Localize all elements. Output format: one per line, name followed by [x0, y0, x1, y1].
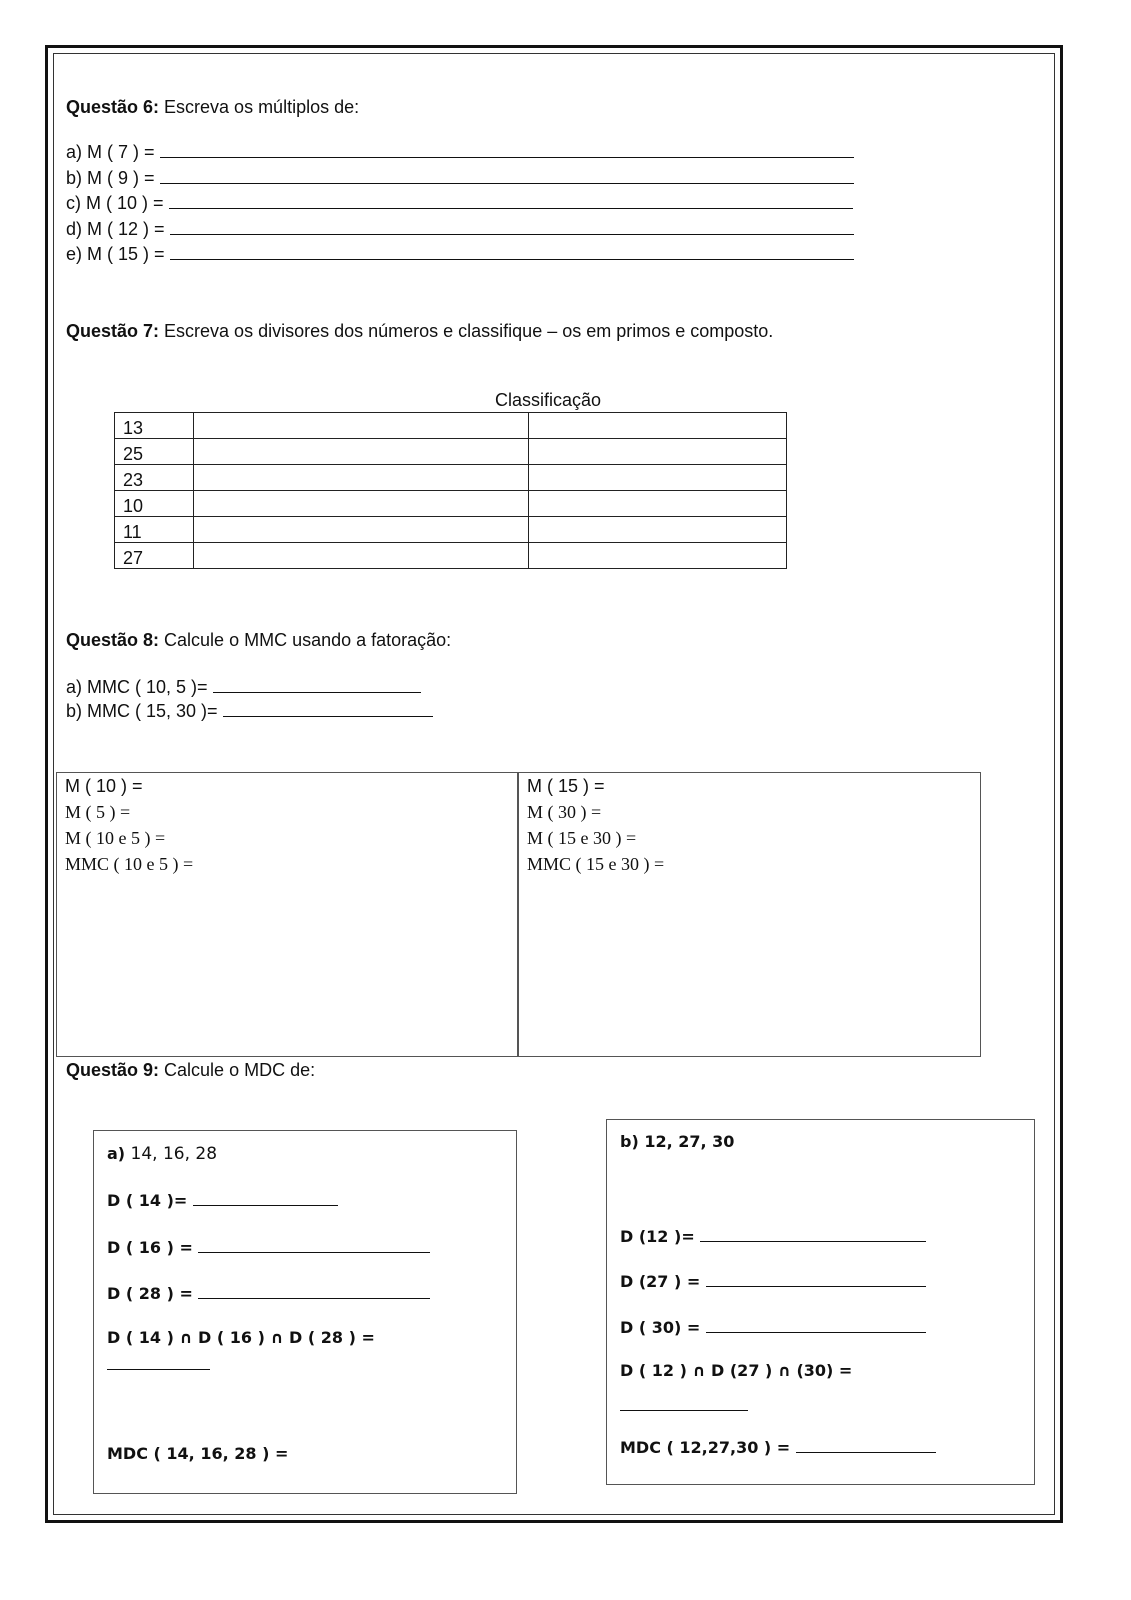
- number-cell: 13: [115, 413, 194, 439]
- number-cell: 11: [115, 517, 194, 543]
- item-label: a): [107, 1144, 126, 1163]
- item-label: d) M ( 12 ) =: [66, 218, 170, 239]
- number-cell: 23: [115, 465, 194, 491]
- classification-cell[interactable]: [529, 491, 787, 517]
- multiple-item[interactable]: [66, 140, 854, 166]
- mmc-work-box-left[interactable]: [56, 772, 519, 1057]
- table-row: [115, 517, 787, 543]
- item-label: b) MMC ( 15, 30 )=: [66, 701, 223, 721]
- item-label: c) M ( 10 ) =: [66, 193, 169, 213]
- work-line: M ( 10 e 5 ) =: [65, 828, 166, 848]
- item-label: e) M ( 15 ) =: [66, 244, 170, 264]
- multiple-item[interactable]: [66, 242, 854, 268]
- question-8-items: [66, 675, 433, 723]
- answer-line[interactable]: [213, 676, 421, 693]
- classification-header: Classificação: [495, 390, 602, 410]
- d16-row[interactable]: [107, 1236, 430, 1259]
- item-label: D (27 ) =: [620, 1272, 706, 1291]
- answer-line[interactable]: [193, 1189, 338, 1206]
- divisors-cell[interactable]: [194, 543, 529, 569]
- question-label: Questão 7:: [66, 321, 160, 341]
- d12-row[interactable]: [620, 1225, 926, 1248]
- question-text: Calcule o MMC usando a fatoração:: [159, 630, 452, 650]
- question-text: Escreva os múltiplos de:: [159, 97, 360, 117]
- divisors-cell[interactable]: [194, 439, 529, 465]
- d14-row[interactable]: [107, 1189, 338, 1212]
- item-label: b) M ( 9 ) =: [66, 167, 160, 188]
- classification-cell[interactable]: [529, 439, 787, 465]
- question-label: Questão 6:: [66, 97, 160, 117]
- classification-cell[interactable]: [529, 543, 787, 569]
- multiple-item[interactable]: [66, 166, 854, 192]
- table-row: [115, 413, 787, 439]
- mmc-item[interactable]: [66, 699, 433, 723]
- work-line: M ( 15 ) =: [527, 776, 605, 796]
- answer-line[interactable]: [170, 243, 854, 260]
- work-line: MMC ( 15 e 30 ) =: [527, 854, 665, 874]
- intersection-label: D ( 14 ) ∩ D ( 16 ) ∩ D ( 28 ) =: [107, 1328, 375, 1347]
- answer-line[interactable]: [706, 1316, 926, 1333]
- divisors-cell[interactable]: [194, 517, 529, 543]
- mdc-label: MDC ( 12,27,30 ) =: [620, 1438, 796, 1457]
- number-cell: 27: [115, 543, 194, 569]
- table-row: [115, 491, 787, 517]
- mdc-a-title: [107, 1142, 217, 1165]
- answer-line[interactable]: [198, 1236, 430, 1253]
- question-label: Questão 8:: [66, 630, 160, 650]
- item-label: D ( 28 ) =: [107, 1284, 199, 1303]
- item-label: D ( 30) =: [620, 1318, 706, 1337]
- answer-line[interactable]: [107, 1369, 210, 1370]
- divisors-cell[interactable]: [194, 413, 529, 439]
- work-line: MMC ( 10 e 5 ) =: [65, 854, 194, 874]
- work-line: M ( 15 e 30 ) =: [527, 828, 637, 848]
- divisors-cell[interactable]: [194, 491, 529, 517]
- question-7-heading: [66, 320, 773, 342]
- item-label: D ( 16 ) =: [107, 1238, 199, 1257]
- mmc-item[interactable]: [66, 675, 433, 699]
- work-line: M ( 30 ) =: [527, 802, 602, 822]
- item-label: a) M ( 7 ) =: [66, 142, 160, 162]
- d28-row[interactable]: [107, 1282, 430, 1305]
- answer-line[interactable]: [198, 1282, 430, 1299]
- number-cell: 10: [115, 491, 194, 517]
- mdc-row[interactable]: [620, 1436, 936, 1459]
- question-8-heading: [66, 629, 451, 651]
- question-6-heading: [66, 96, 359, 118]
- classification-cell[interactable]: [529, 465, 787, 491]
- number-cell: 25: [115, 439, 194, 465]
- classification-cell[interactable]: [529, 413, 787, 439]
- work-line: M ( 5 ) =: [65, 802, 131, 822]
- answer-line[interactable]: [160, 167, 854, 184]
- question-text: Escreva os divisores dos números e classifique – os em primos e composto.: [159, 321, 774, 341]
- question-9-heading: [66, 1059, 315, 1081]
- answer-line[interactable]: [700, 1225, 926, 1242]
- table-row: [115, 543, 787, 569]
- mdc-b-title: b) 12, 27, 30: [620, 1132, 735, 1151]
- mmc-work-box-right[interactable]: [517, 772, 981, 1057]
- item-label: D ( 14 )=: [107, 1191, 193, 1210]
- answer-line[interactable]: [169, 192, 853, 209]
- table-row: [115, 439, 787, 465]
- question-label: Questão 9:: [66, 1060, 160, 1080]
- mdc-label: MDC ( 14, 16, 28 ) =: [107, 1444, 289, 1463]
- answer-line[interactable]: [160, 141, 854, 158]
- answer-line[interactable]: [706, 1270, 926, 1287]
- answer-line[interactable]: [620, 1410, 748, 1411]
- work-line: M ( 10 ) =: [65, 776, 143, 796]
- divisors-cell[interactable]: [194, 465, 529, 491]
- mdc-box-b: [606, 1119, 1035, 1485]
- classification-cell[interactable]: [529, 517, 787, 543]
- mdc-box-a: [93, 1130, 517, 1494]
- numbers: 14, 16, 28: [125, 1144, 218, 1164]
- question-6-items: [66, 140, 854, 268]
- table-row: [115, 465, 787, 491]
- answer-line[interactable]: [223, 700, 433, 717]
- intersection-label: D ( 12 ) ∩ D (27 ) ∩ (30) =: [620, 1361, 853, 1380]
- item-label: a) MMC ( 10, 5 )=: [66, 677, 213, 697]
- divisors-table: [114, 412, 787, 569]
- question-text: Calcule o MDC de:: [159, 1060, 316, 1080]
- d27-row[interactable]: [620, 1270, 926, 1293]
- d30-row[interactable]: [620, 1316, 926, 1339]
- answer-line[interactable]: [170, 218, 854, 235]
- item-label: D (12 )=: [620, 1227, 701, 1246]
- answer-line[interactable]: [796, 1436, 936, 1453]
- multiple-item[interactable]: [66, 217, 854, 243]
- multiple-item[interactable]: [66, 191, 854, 217]
